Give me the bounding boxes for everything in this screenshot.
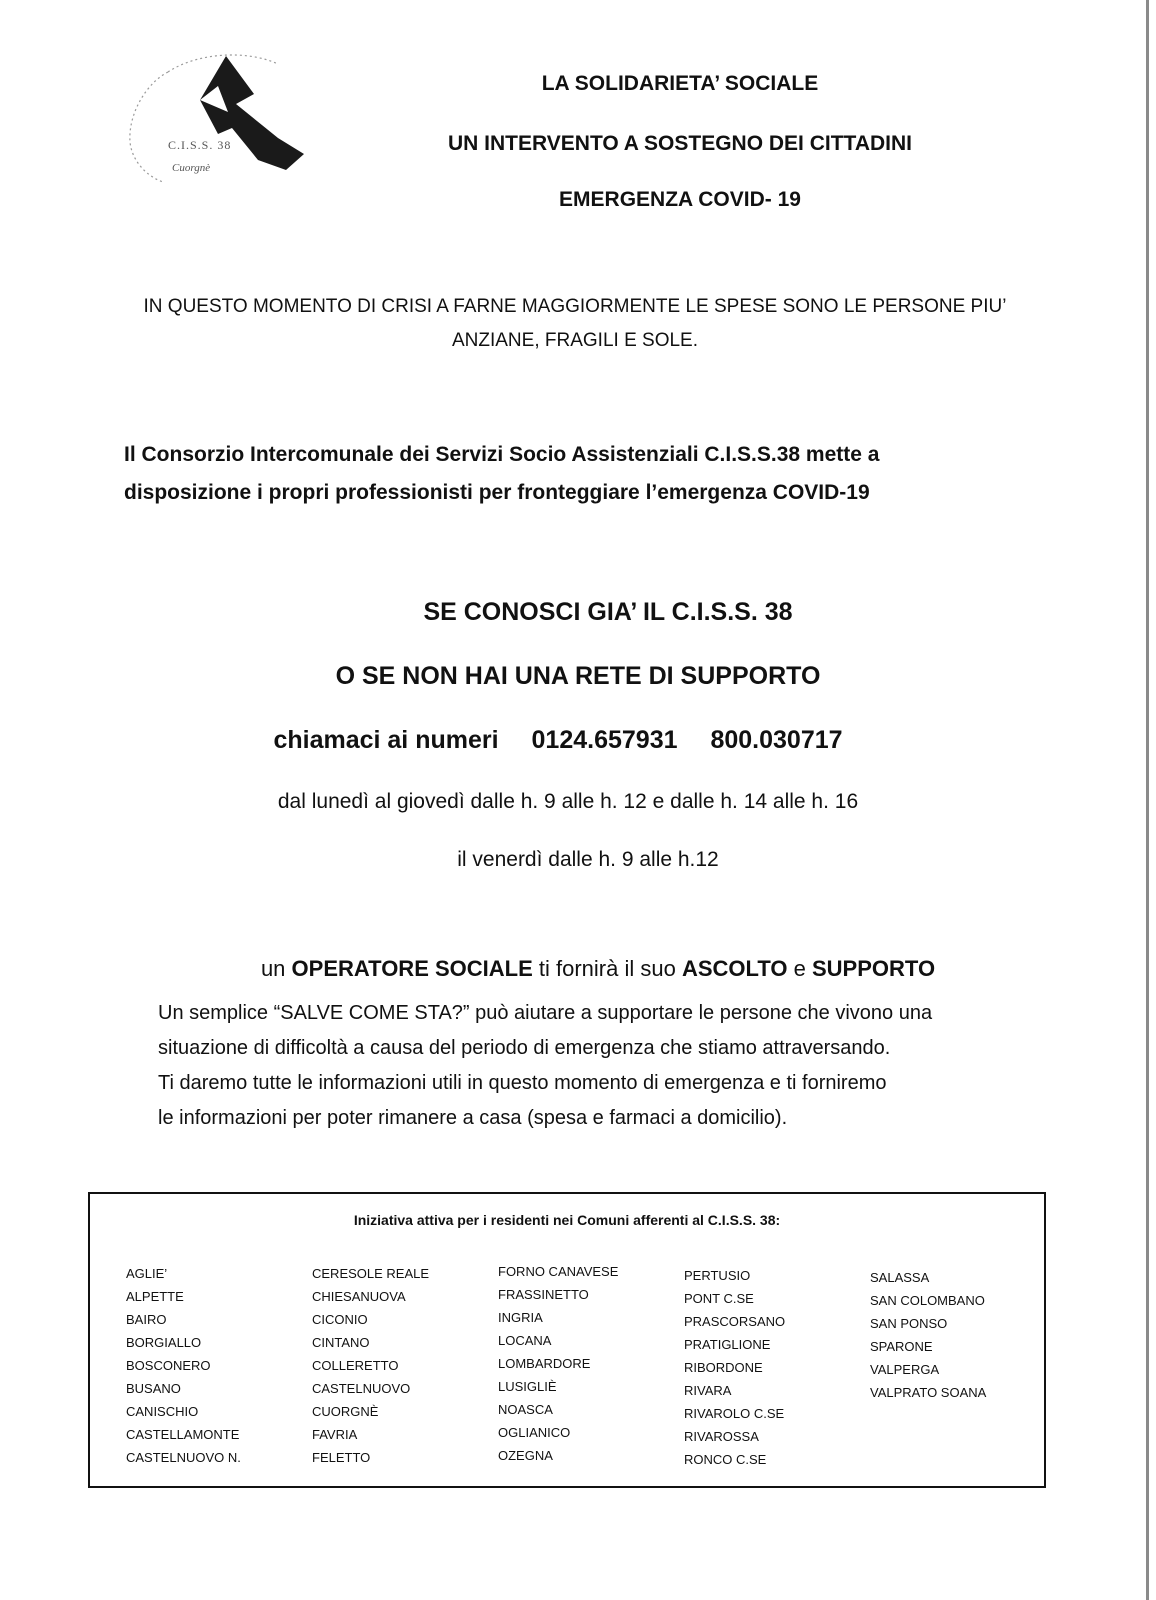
comune-item: SPARONE — [870, 1339, 933, 1354]
logo-label: C.I.S.S. 38 — [168, 138, 232, 152]
header-title: LA SOLIDARIETA’ SOCIALE — [541, 72, 819, 95]
body-line-2: situazione di difficoltà a causa del periodo di emergenza che stiamo attraversando. — [158, 1037, 891, 1059]
comune-item: NOASCA — [498, 1402, 553, 1417]
comuni-column-3 — [498, 1260, 618, 1467]
crisis-line-2: ANZIANE, FRAGILI E SOLE. — [451, 330, 698, 351]
comuni-column-5 — [870, 1266, 986, 1404]
comune-item: RIBORDONE — [684, 1360, 763, 1375]
operatore-sociale: OPERATORE SOCIALE — [291, 956, 533, 981]
comune-item: INGRIA — [498, 1310, 543, 1325]
contact-line-2: O SE NON HAI UNA RETE DI SUPPORTO — [335, 662, 821, 690]
body-line-4: le informazioni per poter rimanere a casa (spesa e farmaci a domicilio). — [158, 1107, 788, 1129]
comune-item: PERTUSIO — [684, 1268, 751, 1283]
comune-item: OGLIANICO — [498, 1425, 571, 1440]
comuni-column-4 — [684, 1264, 785, 1471]
comune-item: CINTANO — [312, 1335, 370, 1350]
ciss38-logo — [108, 42, 318, 192]
comune-item: SAN COLOMBANO — [870, 1293, 985, 1308]
comune-item: BOSCONERO — [126, 1358, 211, 1373]
crisis-statement — [90, 290, 1060, 358]
comune-item: CASTELLAMONTE — [126, 1427, 240, 1442]
comune-item: VALPRATO SOANA — [870, 1385, 987, 1400]
logo-city: Cuorgnè — [172, 162, 211, 174]
consorzio-statement — [124, 436, 1044, 512]
operatore-mid-2: e — [793, 956, 806, 981]
comune-item: BAIRO — [126, 1312, 167, 1327]
comune-item: CERESOLE REALE — [312, 1266, 430, 1281]
phone-number-1: 0124.657931 — [531, 726, 678, 754]
operatore-ascolto: ASCOLTO — [681, 956, 788, 981]
comune-item: SALASSA — [870, 1270, 930, 1285]
body-paragraph — [158, 996, 1058, 1136]
operatore-pre: un — [260, 956, 286, 981]
comune-item: RIVAROSSA — [684, 1429, 759, 1444]
comune-item: BORGIALLO — [126, 1335, 202, 1350]
operatore-supporto: SUPPORTO — [812, 956, 936, 981]
comune-item: CICONIO — [312, 1312, 368, 1327]
body-line-3: Ti daremo tutte le informazioni utili in questo momento di emergenza e ti forniremo — [158, 1072, 887, 1094]
comune-item: CHIESANUOVA — [312, 1289, 406, 1304]
operatore-mid-1: ti fornirà il suo — [538, 956, 676, 981]
call-label: chiamaci ai numeri — [273, 726, 499, 754]
comune-item: PONT C.SE — [684, 1291, 754, 1306]
hours-friday: il venerdì dalle h. 9 alle h.12 — [457, 848, 719, 871]
comune-item: CUORGNÈ — [312, 1404, 379, 1419]
comune-item: RIVARA — [684, 1383, 732, 1398]
crisis-line-1: IN QUESTO MOMENTO DI CRISI A FARNE MAGGIORMENTE LE SPESE SONO LE PERSONE PIU’ — [143, 296, 1007, 317]
comuni-column-2 — [312, 1262, 429, 1469]
phone-number-2: 800.030717 — [710, 726, 843, 754]
comune-item: PRATIGLIONE — [684, 1337, 771, 1352]
comune-item: FELETTO — [312, 1450, 371, 1465]
logo-graphic-icon — [108, 42, 318, 192]
scan-edge-artifact — [1146, 0, 1149, 1600]
contact-line-1: SE CONOSCI GIA’ IL C.I.S.S. 38 — [423, 598, 793, 626]
comune-item: FORNO CANAVESE — [498, 1264, 619, 1279]
comune-item: RONCO C.SE — [684, 1452, 767, 1467]
comune-item: OZEGNA — [498, 1448, 553, 1463]
body-line-1: Un semplice “SALVE COME STA?” può aiutare a supportare le persone che vivono una — [158, 1002, 933, 1024]
comune-item: LOMBARDORE — [498, 1356, 591, 1371]
operatore-line — [20, 956, 1156, 982]
call-line — [0, 726, 1136, 755]
comune-item: CANISCHIO — [126, 1404, 199, 1419]
consorzio-line-2: disposizione i propri professionisti per fronteggiare l’emergenza COVID-19 — [124, 481, 870, 504]
comune-item: FAVRIA — [312, 1427, 358, 1442]
comune-item: COLLERETTO — [312, 1358, 399, 1373]
comune-item: FRASSINETTO — [498, 1287, 589, 1302]
comune-item: PRASCORSANO — [684, 1314, 786, 1329]
comune-item: BUSANO — [126, 1381, 181, 1396]
comune-item: VALPERGA — [870, 1362, 940, 1377]
comuni-title: Iniziativa attiva per i residenti nei Comuni afferenti al C.I.S.S. 38: — [353, 1212, 781, 1228]
comune-item: ALPETTE — [126, 1289, 184, 1304]
comune-item: AGLIE’ — [126, 1266, 168, 1281]
header-subtitle: UN INTERVENTO A SOSTEGNO DEI CITTADINI — [448, 132, 912, 155]
comune-item: SAN PONSO — [870, 1316, 948, 1331]
comuni-box — [88, 1192, 1046, 1488]
comune-item: LUSIGLIÈ — [498, 1379, 557, 1394]
header-emergency: EMERGENZA COVID- 19 — [559, 188, 801, 211]
consorzio-line-1: Il Consorzio Intercomunale dei Servizi Socio Assistenziali C.I.S.S.38 mette a — [124, 443, 880, 466]
comune-item: CASTELNUOVO — [312, 1381, 411, 1396]
comuni-column-1 — [126, 1262, 241, 1469]
hours-weekdays: dal lunedì al giovedì dalle h. 9 alle h. 12 e dalle h. 14 alle h. 16 — [277, 790, 859, 813]
comune-item: CASTELNUOVO N. — [126, 1450, 241, 1465]
comune-item: RIVAROLO C.SE — [684, 1406, 785, 1421]
comune-item: LOCANA — [498, 1333, 552, 1348]
